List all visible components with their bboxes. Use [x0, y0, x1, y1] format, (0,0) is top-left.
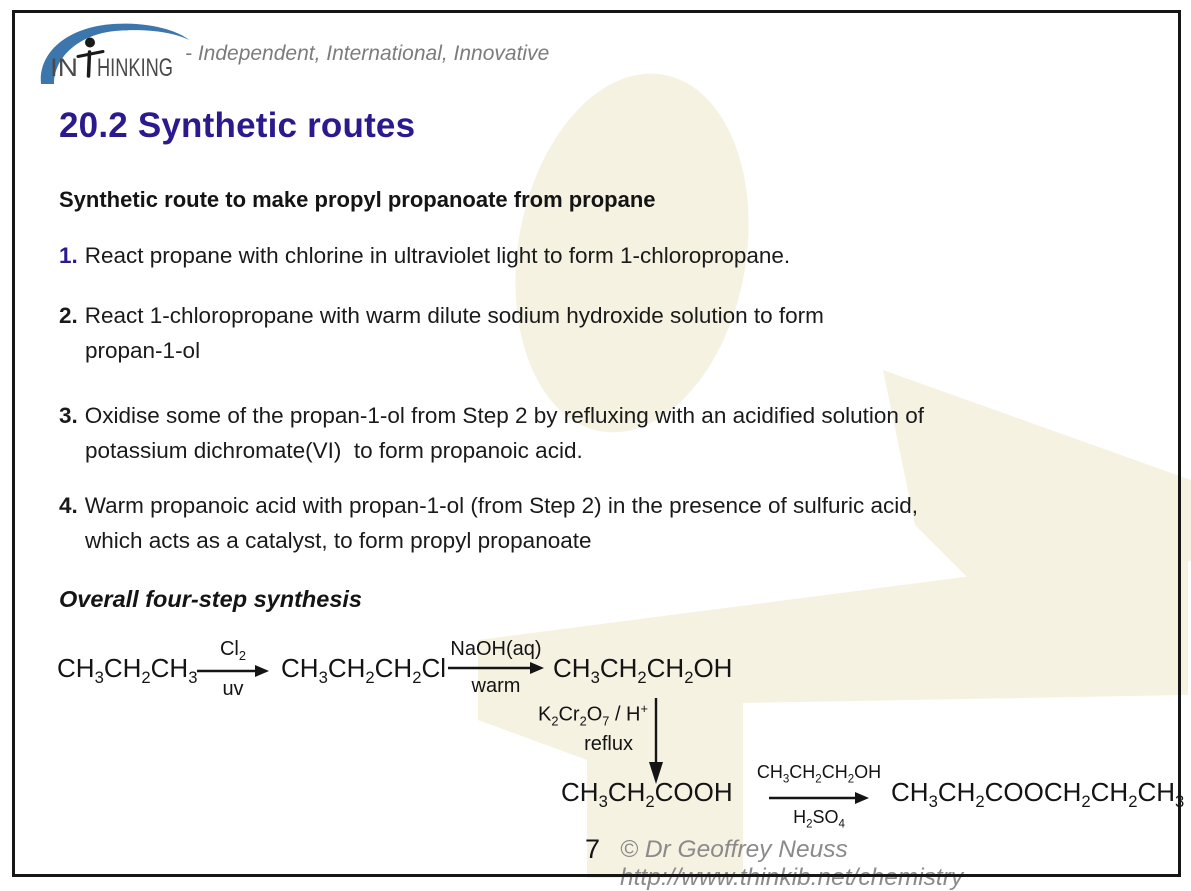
arrow-reagent-label: NaOH(aq) [450, 638, 542, 660]
inthinking-logo [33, 18, 191, 86]
step-text-line2: propan-1-ol [85, 338, 201, 363]
tagline: - Independent, International, Innovative [185, 42, 550, 65]
step-number: 1. [59, 243, 78, 268]
step-text: Warm propanoic acid with propan-1-ol (from Step 2) in the presence of sulfuric acid, [84, 493, 919, 518]
arrow-reagent-label: $Cl_2$ [219, 638, 246, 663]
vertical-arrow-reagent-label: $K_2Cr_2O_7 / H^+$ [538, 701, 648, 729]
step-text-line2: potassium dichromate(VI) to form propanoic acid. [85, 438, 583, 463]
step-text: Oxidise some of the propan-1-ol from Step 2 by refluxing with an acidified solution of [84, 403, 924, 428]
step-item-1 [59, 238, 790, 273]
arrow-condition-label: uv [222, 677, 244, 700]
step-text: React 1-chloropropane with warm dilute sodium hydroxide solution to form [84, 303, 824, 328]
formula-chloropropane: $CH_3CH_2CH_2Cl$ [281, 653, 446, 688]
synthesis-heading: Overall four-step synthesis [59, 586, 362, 612]
step-number: 4. [59, 493, 78, 518]
formula-propyl-propanoate: $CH_3CH_2COOCH_2CH_2CH_3$ [891, 777, 1185, 812]
copyright-text: © Dr Geoffrey Neuss http://www.thinkib.net/chemistry [620, 836, 964, 891]
right-arrow-icon [197, 664, 269, 678]
step-item-2 [59, 298, 824, 368]
step-text: React propane with chlorine in ultraviolet light to form 1-chloropropane. [84, 243, 791, 268]
step-item-4 [59, 488, 918, 558]
down-arrow-icon [646, 698, 668, 784]
right-arrow-icon [448, 661, 544, 675]
step-number: 3. [59, 403, 78, 428]
formula-propanol: $CH_3CH_2CH_2OH$ [553, 653, 733, 688]
arrow-reagent-label: $CH_3CH_2CH_2OH$ [756, 762, 882, 786]
vertical-arrow-condition-label: reflux [584, 733, 633, 755]
formula-propane: $CH_3CH_2CH_3$ [57, 653, 198, 688]
section-subtitle: Synthetic route to make propyl propanoate from propane [59, 187, 656, 212]
page-number: 7 [585, 834, 601, 864]
step-number: 2. [59, 303, 78, 328]
arrow-condition-label: warm [471, 675, 521, 697]
reaction-arrow-2 [440, 638, 552, 698]
step-text-line2: which acts as a catalyst, to form propyl propanoate [85, 528, 592, 553]
page-title: 20.2 Synthetic routes [59, 106, 416, 145]
logo-text-prefix: IN [50, 54, 78, 82]
reaction-arrow-1 [194, 638, 272, 701]
formula-propanoic-acid: $CH_3CH_2COOH$ [561, 777, 733, 812]
step-item-3 [59, 398, 924, 468]
reaction-arrow-3 [746, 762, 892, 832]
logo-text-suffix: HINKING [97, 54, 173, 82]
arrow-condition-label: $H_2SO_4$ [793, 806, 845, 831]
right-arrow-icon [769, 791, 869, 805]
